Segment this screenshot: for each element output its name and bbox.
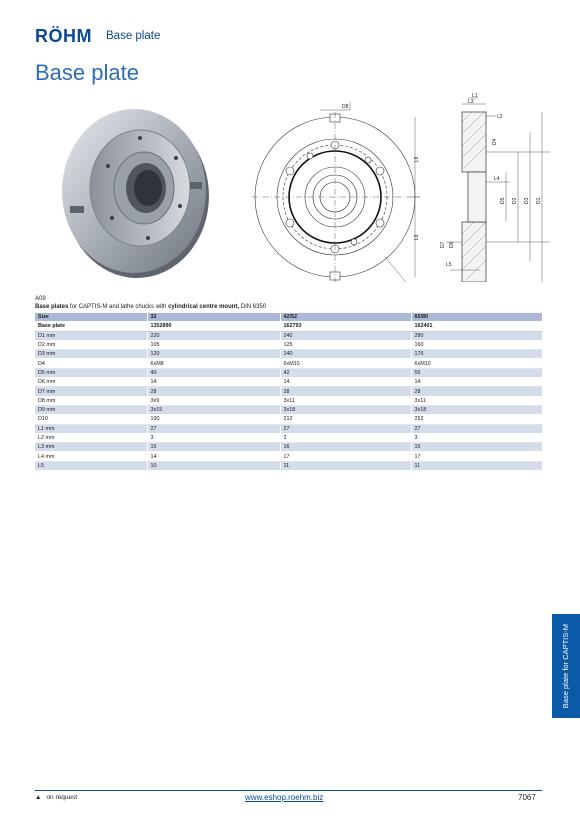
- value-cell: 42: [280, 368, 411, 377]
- table-row: [35, 387, 542, 396]
- row-label-cell: D4: [35, 359, 147, 368]
- value-cell: 140: [280, 350, 411, 359]
- table-row: [35, 461, 542, 470]
- side-tab-label: Base plate for CAPTIS-M: [560, 623, 570, 709]
- caption-text1: for CAPTIS-M and lathe chucks with: [68, 304, 169, 310]
- row-label-cell: L3 mm: [35, 443, 147, 452]
- row-label-cell: D2 mm: [35, 340, 147, 349]
- value-cell: 27: [411, 424, 542, 433]
- value-cell: 16: [147, 443, 280, 452]
- row-label-cell: D1 mm: [35, 331, 147, 340]
- value-cell: 14: [280, 378, 411, 387]
- value-cell: 28: [280, 387, 411, 396]
- value-cell: 27: [280, 424, 411, 433]
- row-label-cell: L2 mm: [35, 433, 147, 442]
- row-label-cell: D6 mm: [35, 378, 147, 387]
- value-cell: 3x11: [280, 396, 411, 405]
- row-label-cell: D9 mm: [35, 405, 147, 414]
- value-cell: 190: [147, 415, 280, 424]
- page-header: [35, 25, 160, 47]
- value-cell: 17: [411, 452, 542, 461]
- value-cell: 6xM8: [147, 359, 280, 368]
- header-cell: 65/80: [411, 313, 542, 322]
- table-row: [35, 322, 542, 331]
- table-row: [35, 396, 542, 405]
- value-cell: 11: [280, 461, 411, 470]
- label-l5: L5: [446, 262, 452, 268]
- label-d1: D1: [536, 197, 542, 204]
- value-cell: 125: [280, 340, 411, 349]
- table-row: [35, 424, 542, 433]
- value-cell: 1352890: [147, 322, 280, 331]
- value-cell: 280: [411, 331, 542, 340]
- value-cell: 252: [411, 415, 542, 424]
- table-row: [35, 405, 542, 414]
- row-label-cell: D8 mm: [35, 396, 147, 405]
- table-row: [35, 378, 542, 387]
- value-cell: 14: [147, 452, 280, 461]
- footer-legend: [35, 794, 77, 801]
- value-cell: 14: [147, 378, 280, 387]
- value-cell: 3: [411, 433, 542, 442]
- table-caption: [35, 304, 266, 310]
- technical-drawing: [250, 92, 550, 282]
- value-cell: 3x18: [411, 405, 542, 414]
- row-label-cell: D5 mm: [35, 368, 147, 377]
- header-subtitle: Base plate: [106, 30, 161, 42]
- value-cell: 17: [280, 452, 411, 461]
- value-cell: 162793: [280, 322, 411, 331]
- label-d3: D3: [524, 197, 530, 204]
- value-cell: 3x15: [147, 405, 280, 414]
- value-cell: 27: [147, 424, 280, 433]
- label-l6b: L6: [414, 234, 420, 240]
- caption-text2: DIN 6350: [239, 304, 267, 310]
- value-cell: 240: [280, 331, 411, 340]
- value-cell: 16: [411, 443, 542, 452]
- value-cell: 10: [147, 461, 280, 470]
- value-cell: 162401: [411, 322, 542, 331]
- section-code: A09: [35, 296, 46, 302]
- table-row: [35, 331, 542, 340]
- table-row: [35, 452, 542, 461]
- row-label-cell: L5: [35, 461, 147, 470]
- value-cell: 3: [280, 433, 411, 442]
- table-row: [35, 368, 542, 377]
- value-cell: 55: [411, 368, 542, 377]
- base-plate-photo: [52, 96, 212, 286]
- label-l6a: L6: [414, 156, 420, 162]
- value-cell: 220: [147, 331, 280, 340]
- footer-rule: [35, 790, 542, 791]
- row-label-cell: D10: [35, 415, 147, 424]
- footer-legend-text: on request: [46, 794, 78, 801]
- page-number: 7067: [518, 793, 536, 802]
- on-request-icon: ▲: [35, 794, 42, 801]
- caption-lead: Base plates: [35, 304, 69, 310]
- eshop-link[interactable]: www.eshop.roehm.biz: [245, 793, 324, 802]
- value-cell: 105: [147, 340, 280, 349]
- value-cell: 28: [411, 387, 542, 396]
- table-row: [35, 415, 542, 424]
- row-label-cell: D7 mm: [35, 387, 147, 396]
- header-cell: 32: [147, 313, 280, 322]
- label-d2: D2: [512, 197, 518, 204]
- spec-table: [35, 313, 542, 471]
- value-cell: 3: [147, 433, 280, 442]
- value-cell: 14: [411, 378, 542, 387]
- chapter-side-tab[interactable]: [552, 614, 580, 718]
- label-d4: D4: [492, 138, 498, 145]
- value-cell: 11: [411, 461, 542, 470]
- value-cell: 3x11: [411, 396, 542, 405]
- table-row: [35, 359, 542, 368]
- value-cell: 6xM10: [280, 359, 411, 368]
- roehm-logo: RÖHM: [35, 25, 92, 46]
- header-cell: 42/52: [280, 313, 411, 322]
- table-row: [35, 350, 542, 359]
- row-label-cell: L4 mm: [35, 452, 147, 461]
- label-l4: L4: [494, 176, 500, 182]
- value-cell: 3x9: [147, 396, 280, 405]
- label-d6: D6: [449, 241, 455, 248]
- value-cell: 3x18: [280, 405, 411, 414]
- label-l1: L1: [472, 93, 478, 99]
- caption-bold2: cylindrical centre mount,: [168, 304, 240, 310]
- label-d7: D7: [440, 241, 446, 248]
- page-title: Base plate: [35, 60, 139, 85]
- table-row: [35, 340, 542, 349]
- value-cell: 176: [411, 350, 542, 359]
- table-row: [35, 433, 542, 442]
- row-label-cell: D3 mm: [35, 350, 147, 359]
- label-l3: L3: [468, 99, 474, 105]
- table-header-row: [35, 313, 542, 322]
- row-label-cell: L1 mm: [35, 424, 147, 433]
- label-d5: D5: [500, 197, 506, 204]
- row-label-cell: Base plate: [35, 322, 147, 331]
- value-cell: 120: [147, 350, 280, 359]
- value-cell: 40: [147, 368, 280, 377]
- value-cell: 28: [147, 387, 280, 396]
- label-l2: L2: [497, 114, 503, 120]
- value-cell: 16: [280, 443, 411, 452]
- table-row: [35, 443, 542, 452]
- value-cell: 212: [280, 415, 411, 424]
- header-cell: Size: [35, 313, 147, 322]
- value-cell: 160: [411, 340, 542, 349]
- value-cell: 6xM10: [411, 359, 542, 368]
- label-d8: D8: [342, 104, 349, 110]
